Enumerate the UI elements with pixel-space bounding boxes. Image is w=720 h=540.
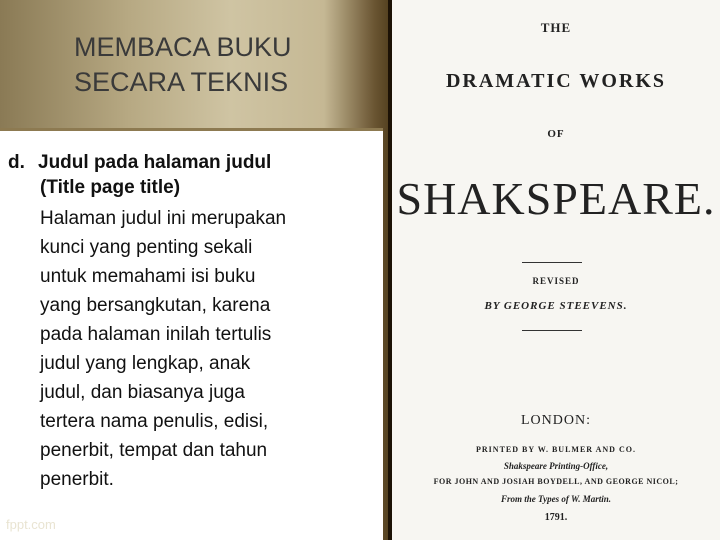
- watermark: fppt.com: [6, 517, 56, 532]
- scan-author: SHAKSPEARE.: [396, 173, 716, 224]
- scan-printed-by: PRINTED BY W. BULMER AND CO.: [476, 445, 636, 454]
- title-block: [0, 0, 390, 128]
- scan-place: LONDON:: [521, 413, 591, 428]
- item-subheading: (Title page title): [40, 177, 181, 198]
- item-paragraph: [40, 204, 370, 494]
- title-line-1: MEMBACA BUKU: [74, 32, 292, 62]
- item-number: d.: [8, 152, 25, 173]
- scan-the: THE: [540, 20, 572, 35]
- item-heading: [8, 150, 271, 175]
- item-heading-text: Judul pada halaman judul: [38, 152, 272, 173]
- paragraph-line: yang bersangkutan, karena: [40, 295, 271, 316]
- content-panel: [0, 128, 383, 540]
- paragraph-line: penerbit, tempat dan tahun: [40, 440, 268, 461]
- scan-year: 1791.: [544, 512, 568, 523]
- scan-for: FOR JOHN AND JOSIAH BOYDELL, AND GEORGE NICOL;: [433, 477, 679, 486]
- scan-dramatic-works: DRAMATIC WORKS: [445, 70, 667, 92]
- paragraph-line: penerbit.: [40, 469, 114, 490]
- scan-office: Shakspeare Printing-Office,: [503, 461, 609, 471]
- scan-of: OF: [547, 128, 565, 140]
- paragraph-line: kunci yang penting sekali: [40, 237, 253, 258]
- paragraph-line: pada halaman inilah tertulis: [40, 324, 272, 345]
- scan-revised: REVISED: [532, 276, 580, 286]
- panel-top-rule: [0, 128, 383, 131]
- title-page-scan: [388, 0, 720, 540]
- paragraph-line: tertera nama penulis, edisi,: [40, 411, 269, 432]
- paragraph-line: Halaman judul ini merupakan: [40, 208, 287, 229]
- paragraph-line: untuk memahami isi buku: [40, 266, 256, 287]
- paragraph-line: judul, dan biasanya juga: [40, 382, 245, 403]
- scan-by: BY GEORGE STEEVENS.: [484, 300, 628, 312]
- scan-types: From the Types of W. Martin.: [500, 494, 612, 504]
- title-line-2: SECARA TEKNIS: [74, 67, 289, 97]
- slide-title: [74, 30, 374, 100]
- scan-divider: [522, 330, 582, 331]
- scan-divider: [522, 262, 582, 263]
- paragraph-line: judul yang lengkap, anak: [40, 353, 251, 374]
